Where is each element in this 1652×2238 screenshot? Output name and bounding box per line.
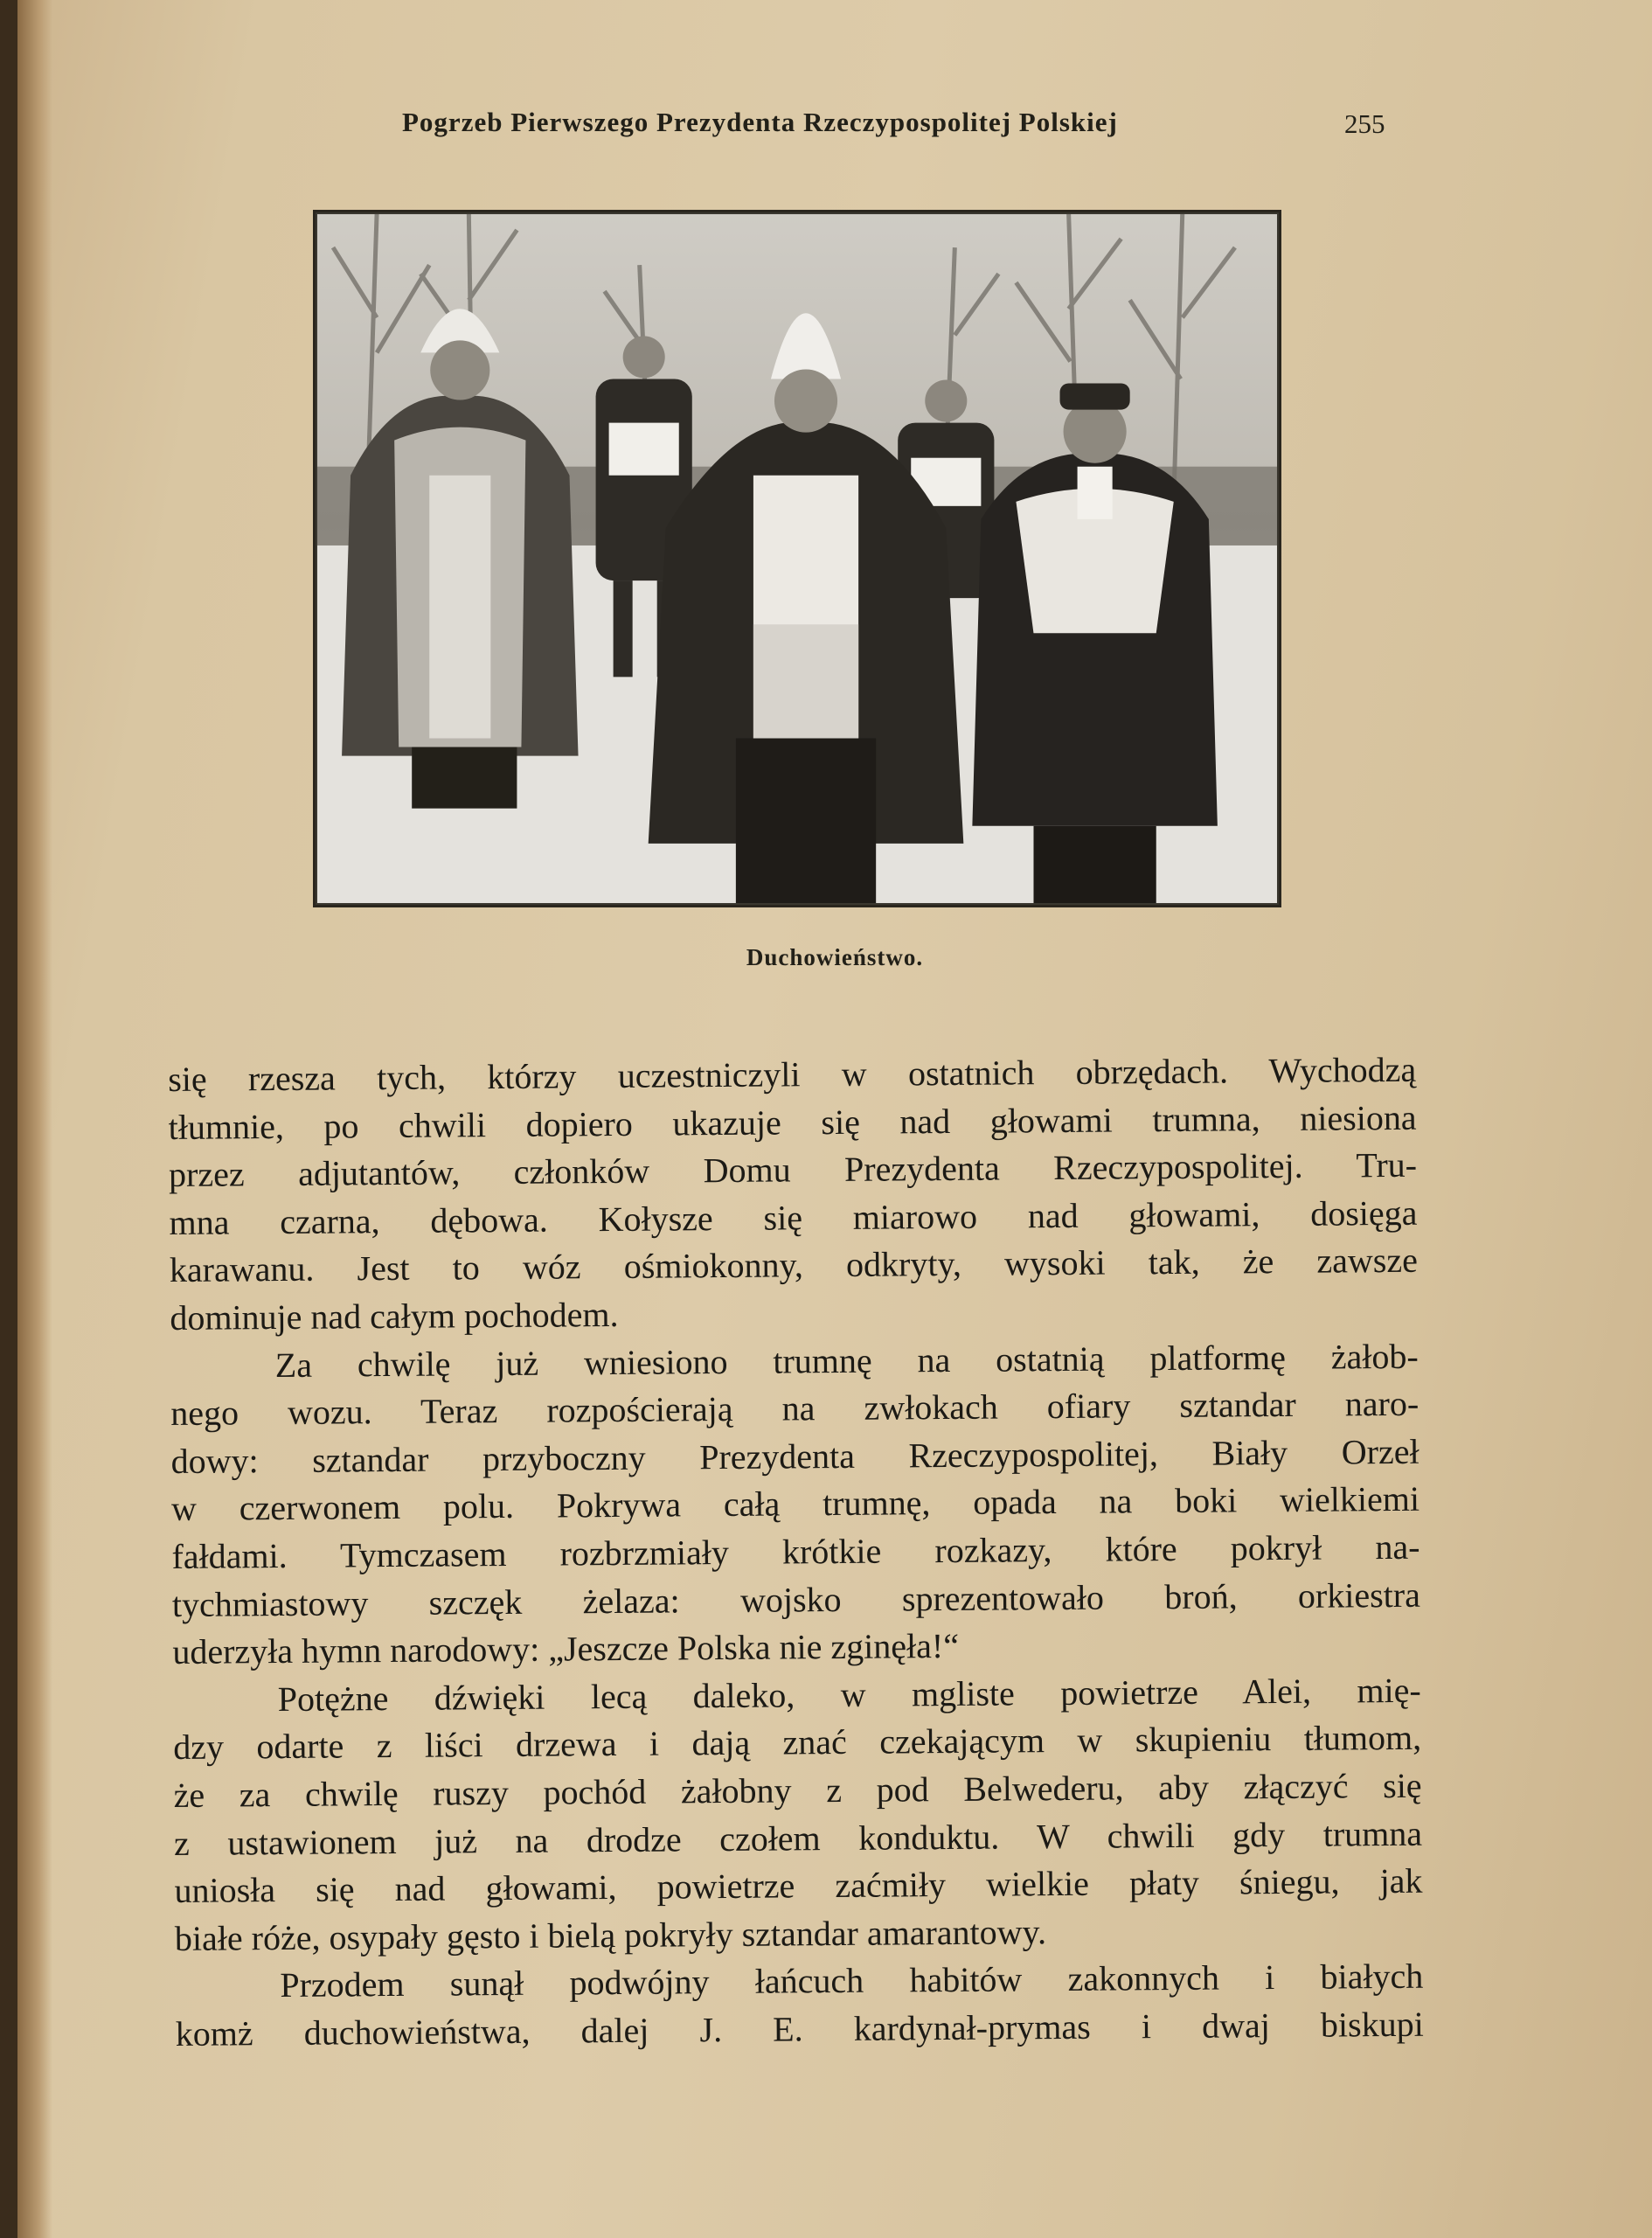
- text-line: komż duchowieństwa, dalej J. E. kardynał-prymas i dwaj biskupi: [175, 2004, 1424, 2054]
- text-line: tłumnie, po chwili dopiero ukazuje się nad głowami trumna, niesiona: [168, 1097, 1417, 1147]
- text-line: dowy: sztandar przyboczny Prezydenta Rzeczypospolitej, Biały Orzeł: [170, 1431, 1419, 1481]
- text-line: uderzyła hymn narodowy: „Jeszcze Polska nie zginęła!“: [172, 1626, 960, 1672]
- text-line: w czerwonem polu. Pokrywa całą trumnę, opada na boki wielkiemi: [170, 1479, 1420, 1529]
- text-line: dzy odarte z liści drzewa i dają znać czekającym w skupieniu tłumom,: [173, 1718, 1422, 1768]
- photograph-illustration: [316, 212, 1279, 905]
- text-line: że za chwilę ruszy pochód żałobny z pod Belwederu, aby złączyć się: [173, 1765, 1422, 1815]
- running-title: Pogrzeb Pierwszego Prezydenta Rzeczypospolitej Polskiej: [402, 107, 1118, 137]
- text-line: tychmiastowy szczęk żelaza: wojsko sprezentowało broń, orkiestra: [171, 1574, 1421, 1624]
- text-line: Przodem sunął podwójny łańcuch habitów zakonnych i białych: [280, 1957, 1424, 2005]
- photo-caption: Duchowieństwo.: [746, 944, 924, 970]
- text-line: dominuje nad całym pochodem.: [170, 1294, 619, 1338]
- text-line: nego wozu. Teraz rozpościerają na zwłokach ofiary sztandar naro-: [170, 1383, 1419, 1434]
- text-line: się rzesza tych, którzy uczestniczyli w ostatnich obrzędach. Wychodzą: [168, 1049, 1417, 1099]
- book-page: [17, 0, 1652, 2238]
- page-number: 255: [1344, 108, 1385, 139]
- text-line: Za chwilę już wniesiono trumnę na ostatnią platformę żałob-: [274, 1336, 1419, 1385]
- text-line: Potężne dźwięki lecą daleko, w mgliste powietrze Alei, mię-: [277, 1670, 1421, 1719]
- text-line: przez adjutantów, członków Domu Prezydenta Rzeczypospolitej. Tru-: [168, 1144, 1418, 1195]
- text-line: karawanu. Jest to wóz ośmiokonny, odkryty, wysoki tak, że zawsze: [169, 1241, 1419, 1290]
- text-line: białe róże, osypały gęsto i bielą pokryły sztandar amarantowy.: [174, 1911, 1047, 1958]
- text-line: uniosła się nad głowami, powietrze zaćmiły wielkie płaty śniegu, jak: [174, 1860, 1423, 1911]
- text-line: z ustawionem już na drodze czołem konduktu. W chwili gdy trumna: [173, 1813, 1423, 1863]
- clergy-photograph: [313, 210, 1281, 907]
- text-line: mna czarna, dębowa. Kołysze się miarowo nad głowami, dosięga: [169, 1192, 1418, 1242]
- page-gutter: [17, 0, 52, 2238]
- body-text: [168, 1046, 1424, 2059]
- text-line: fałdami. Tymczasem rozbrzmiały krótkie rozkazy, które pokrył na-: [171, 1526, 1420, 1576]
